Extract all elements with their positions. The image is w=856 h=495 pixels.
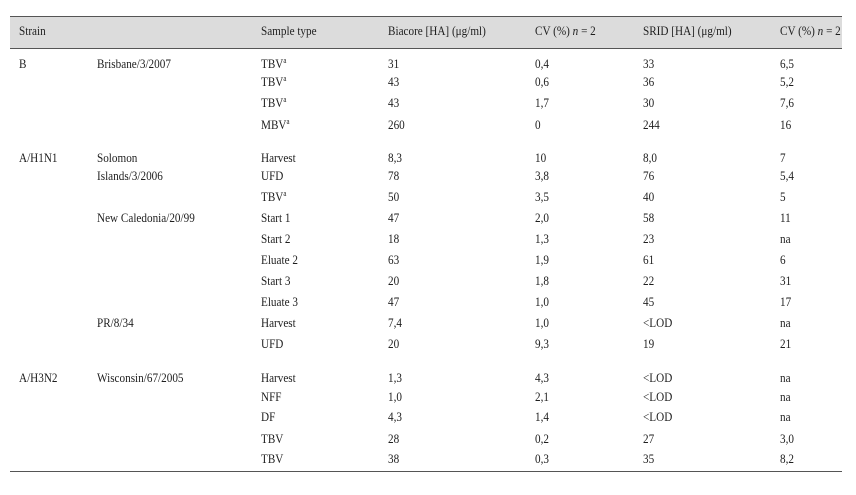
cell-sample-type-text: DF bbox=[261, 409, 276, 424]
cell-srid bbox=[643, 431, 654, 447]
cell-cv-srid-text: 5,4 bbox=[780, 168, 794, 183]
cell-sample-type bbox=[261, 336, 283, 352]
cell-strain-name bbox=[97, 168, 163, 184]
cell-cv-biacore bbox=[535, 252, 549, 268]
footnote-marker: a bbox=[286, 117, 290, 126]
cell-sample-type-text: Harvest bbox=[261, 150, 296, 165]
cell-biacore bbox=[388, 409, 402, 425]
cell-sample-type-text: Start 1 bbox=[261, 210, 291, 225]
cell-sample-type bbox=[261, 168, 283, 184]
cell-sample-type bbox=[261, 389, 282, 405]
cell-cv-biacore bbox=[535, 117, 541, 133]
cell-cv-biacore-text: 1,9 bbox=[535, 252, 549, 267]
cell-srid-text: 244 bbox=[643, 117, 660, 132]
cell-cv-srid-text: na bbox=[780, 409, 791, 424]
cell-cv-srid bbox=[780, 56, 794, 72]
header-cv-srid-n: n bbox=[817, 23, 824, 38]
cell-srid bbox=[643, 336, 654, 352]
cell-strain-text: A/H3N2 bbox=[19, 370, 58, 385]
cell-biacore bbox=[388, 370, 402, 386]
cell-sample-type bbox=[261, 431, 283, 447]
cell-srid bbox=[643, 210, 654, 226]
header-srid: SRID [HA] (μg/ml) bbox=[643, 23, 732, 38]
cell-srid bbox=[643, 273, 654, 289]
cell-cv-biacore-text: 1,4 bbox=[535, 409, 549, 424]
cell-strain-name-text: Solomon bbox=[97, 150, 138, 165]
cell-biacore bbox=[388, 252, 399, 268]
cell-biacore bbox=[388, 56, 399, 72]
cell-srid-text: <LOD bbox=[643, 409, 673, 424]
cell-biacore bbox=[388, 74, 399, 90]
cell-srid bbox=[643, 252, 654, 268]
cell-srid-text: 19 bbox=[643, 336, 655, 351]
cell-cv-biacore-text: 2,1 bbox=[535, 389, 549, 404]
cell-cv-srid bbox=[780, 74, 794, 90]
cell-cv-srid bbox=[780, 389, 791, 405]
cell-cv-srid-text: 16 bbox=[780, 117, 792, 132]
cell-cv-biacore bbox=[535, 210, 549, 226]
cell-sample-type bbox=[261, 294, 298, 310]
cell-cv-biacore bbox=[535, 74, 549, 90]
cell-srid bbox=[643, 56, 654, 72]
cell-srid-text: 35 bbox=[643, 451, 655, 466]
header-cv-biacore-label: CV (%) bbox=[535, 23, 573, 38]
cell-sample-type bbox=[261, 210, 291, 226]
footnote-marker: a bbox=[283, 74, 287, 83]
cell-cv-biacore-text: 0,4 bbox=[535, 56, 549, 71]
cell-cv-srid bbox=[780, 273, 791, 289]
cell-srid bbox=[643, 294, 654, 310]
cell-cv-srid-text: 7 bbox=[780, 150, 786, 165]
cell-cv-srid bbox=[780, 451, 794, 467]
cell-cv-srid-text: na bbox=[780, 231, 791, 246]
cell-srid-text: 23 bbox=[643, 231, 655, 246]
cell-srid bbox=[643, 231, 654, 247]
cell-strain-name bbox=[97, 56, 171, 72]
cell-biacore bbox=[388, 294, 399, 310]
cell-srid-text: 36 bbox=[643, 74, 655, 89]
cell-strain-name-text: Brisbane/3/2007 bbox=[97, 56, 171, 71]
cell-strain-name bbox=[97, 210, 195, 226]
cell-sample-type bbox=[261, 150, 296, 166]
cell-sample-type bbox=[261, 451, 283, 467]
cell-cv-biacore-text: 1,0 bbox=[535, 294, 549, 309]
cell-cv-srid bbox=[780, 336, 791, 352]
cell-srid bbox=[643, 370, 672, 386]
cell-cv-biacore-text: 0,2 bbox=[535, 431, 549, 446]
cell-cv-srid bbox=[780, 210, 791, 226]
cell-biacore bbox=[388, 95, 399, 111]
cell-srid-text: <LOD bbox=[643, 370, 673, 385]
cell-cv-srid bbox=[780, 315, 791, 331]
cell-sample-type-text: UFD bbox=[261, 336, 284, 351]
table-bottom-rule bbox=[10, 471, 842, 472]
cell-biacore bbox=[388, 231, 399, 247]
cell-sample-type bbox=[261, 74, 286, 90]
cell-sample-type-text: TBV bbox=[261, 95, 284, 110]
cell-cv-srid bbox=[780, 409, 791, 425]
cell-cv-biacore bbox=[535, 231, 549, 247]
cell-sample-type bbox=[261, 252, 298, 268]
cell-biacore-text: 1,0 bbox=[388, 389, 402, 404]
cell-cv-srid-text: 6 bbox=[780, 252, 786, 267]
cell-srid bbox=[643, 168, 654, 184]
footnote-marker: a bbox=[283, 189, 287, 198]
cell-cv-biacore-text: 1,3 bbox=[535, 231, 549, 246]
cell-sample-type-text: Start 2 bbox=[261, 231, 291, 246]
header-cv-biacore-n: n bbox=[572, 23, 579, 38]
cell-srid bbox=[643, 315, 672, 331]
cell-cv-biacore-text: 0,3 bbox=[535, 451, 549, 466]
cell-cv-srid-text: 7,6 bbox=[780, 95, 794, 110]
cell-cv-biacore bbox=[535, 150, 546, 166]
cell-sample-type bbox=[261, 231, 291, 247]
cell-srid bbox=[643, 189, 654, 205]
cell-sample-type-text: Eluate 2 bbox=[261, 252, 298, 267]
cell-cv-biacore bbox=[535, 370, 549, 386]
cell-srid bbox=[643, 389, 672, 405]
cell-strain-name-text: Wisconsin/67/2005 bbox=[97, 370, 184, 385]
cell-biacore-text: 31 bbox=[388, 56, 400, 71]
cell-cv-srid-text: 11 bbox=[780, 210, 791, 225]
cell-srid-text: 61 bbox=[643, 252, 655, 267]
cell-srid bbox=[643, 150, 657, 166]
cell-cv-srid bbox=[780, 252, 786, 268]
cell-cv-biacore bbox=[535, 189, 549, 205]
cell-srid-text: 76 bbox=[643, 168, 655, 183]
cell-cv-srid-text: 5 bbox=[780, 189, 786, 204]
cell-cv-biacore-text: 2,0 bbox=[535, 210, 549, 225]
cell-biacore bbox=[388, 210, 399, 226]
cell-cv-srid bbox=[780, 189, 786, 205]
header-cv-srid-label: CV (%) bbox=[780, 23, 818, 38]
cell-cv-srid bbox=[780, 95, 794, 111]
cell-cv-srid bbox=[780, 294, 791, 310]
header-sample-type: Sample type bbox=[261, 23, 317, 38]
header-cv-srid bbox=[780, 23, 841, 39]
cell-srid-text: 33 bbox=[643, 56, 655, 71]
cell-cv-srid bbox=[780, 150, 786, 166]
cell-biacore bbox=[388, 117, 405, 133]
cell-sample-type-text: Start 3 bbox=[261, 273, 291, 288]
cell-strain-name bbox=[97, 150, 137, 166]
cell-sample-type-text: TBV bbox=[261, 189, 284, 204]
cell-cv-biacore-text: 3,5 bbox=[535, 189, 549, 204]
cell-srid-text: 40 bbox=[643, 189, 655, 204]
cell-srid bbox=[643, 451, 654, 467]
cell-biacore-text: 8,3 bbox=[388, 150, 402, 165]
cell-srid-text: 45 bbox=[643, 294, 655, 309]
cell-srid-text: <LOD bbox=[643, 389, 673, 404]
cell-biacore-text: 18 bbox=[388, 231, 400, 246]
cell-srid-text: 58 bbox=[643, 210, 655, 225]
cell-cv-srid bbox=[780, 168, 794, 184]
cell-cv-srid bbox=[780, 117, 791, 133]
cell-biacore-text: 78 bbox=[388, 168, 400, 183]
cell-strain bbox=[19, 370, 58, 386]
cell-cv-biacore-text: 1,8 bbox=[535, 273, 549, 288]
cell-cv-biacore bbox=[535, 294, 549, 310]
cell-strain-text: A/H1N1 bbox=[19, 150, 58, 165]
cell-strain-name bbox=[97, 370, 184, 386]
cell-cv-srid-text: na bbox=[780, 370, 791, 385]
cell-sample-type bbox=[261, 189, 286, 205]
cell-biacore bbox=[388, 315, 402, 331]
cell-cv-biacore bbox=[535, 451, 549, 467]
cell-strain bbox=[19, 56, 26, 72]
cell-cv-biacore bbox=[535, 168, 549, 184]
cell-biacore-text: 20 bbox=[388, 273, 400, 288]
cell-sample-type-text: NFF bbox=[261, 389, 282, 404]
cell-cv-srid-text: 6,5 bbox=[780, 56, 794, 71]
cell-biacore-text: 28 bbox=[388, 431, 400, 446]
cell-sample-type bbox=[261, 315, 296, 331]
cell-srid bbox=[643, 95, 654, 111]
cell-cv-biacore-text: 0,6 bbox=[535, 74, 549, 89]
cell-srid-text: <LOD bbox=[643, 315, 673, 330]
cell-srid-text: 30 bbox=[643, 95, 655, 110]
cell-cv-biacore-text: 3,8 bbox=[535, 168, 549, 183]
cell-srid-text: 8,0 bbox=[643, 150, 657, 165]
cell-sample-type-text: TBV bbox=[261, 56, 284, 71]
cell-sample-type bbox=[261, 95, 286, 111]
cell-biacore-text: 260 bbox=[388, 117, 405, 132]
cell-cv-biacore-text: 9,3 bbox=[535, 336, 549, 351]
cell-strain-text: B bbox=[19, 56, 27, 71]
cell-biacore bbox=[388, 189, 399, 205]
cell-biacore-text: 1,3 bbox=[388, 370, 402, 385]
cell-cv-srid-text: 21 bbox=[780, 336, 792, 351]
header-biacore: Biacore [HA] (μg/ml) bbox=[388, 23, 486, 38]
cell-cv-biacore-text: 1,0 bbox=[535, 315, 549, 330]
cell-biacore-text: 38 bbox=[388, 451, 400, 466]
cell-sample-type bbox=[261, 273, 291, 289]
cell-strain-name-text: PR/8/34 bbox=[97, 315, 134, 330]
cell-biacore bbox=[388, 451, 399, 467]
cell-cv-srid-text: 3,0 bbox=[780, 431, 794, 446]
cell-sample-type bbox=[261, 117, 290, 133]
header-cv-biacore-eq: = 2 bbox=[578, 23, 596, 38]
cell-sample-type-text: MBV bbox=[261, 117, 287, 132]
cell-sample-type-text: Harvest bbox=[261, 370, 296, 385]
cell-cv-biacore-text: 1,7 bbox=[535, 95, 549, 110]
cell-cv-srid-text: 8,2 bbox=[780, 451, 794, 466]
cell-biacore-text: 7,4 bbox=[388, 315, 402, 330]
cell-biacore bbox=[388, 336, 399, 352]
cell-cv-srid-text: na bbox=[780, 315, 791, 330]
cell-cv-srid-text: 5,2 bbox=[780, 74, 794, 89]
cell-srid-text: 27 bbox=[643, 431, 655, 446]
cell-srid bbox=[643, 409, 672, 425]
cell-biacore-text: 63 bbox=[388, 252, 400, 267]
cell-biacore-text: 47 bbox=[388, 210, 400, 225]
cell-sample-type bbox=[261, 56, 286, 72]
cell-cv-srid bbox=[780, 370, 791, 386]
cell-cv-biacore bbox=[535, 431, 549, 447]
footnote-marker: a bbox=[283, 56, 287, 65]
cell-biacore-text: 20 bbox=[388, 336, 400, 351]
cell-biacore bbox=[388, 168, 399, 184]
cell-sample-type-text: TBV bbox=[261, 451, 284, 466]
cell-sample-type-text: TBV bbox=[261, 74, 284, 89]
cell-strain-name bbox=[97, 315, 134, 331]
cell-cv-srid-text: 31 bbox=[780, 273, 792, 288]
cell-biacore-text: 43 bbox=[388, 95, 400, 110]
cell-cv-biacore-text: 10 bbox=[535, 150, 547, 165]
footnote-marker: a bbox=[283, 95, 287, 104]
cell-cv-srid-text: 17 bbox=[780, 294, 792, 309]
cell-srid bbox=[643, 117, 660, 133]
cell-cv-srid bbox=[780, 231, 791, 247]
cell-cv-srid bbox=[780, 431, 794, 447]
cell-cv-biacore bbox=[535, 409, 549, 425]
cell-cv-biacore bbox=[535, 389, 549, 405]
cell-sample-type-text: Harvest bbox=[261, 315, 296, 330]
cell-sample-type-text: Eluate 3 bbox=[261, 294, 298, 309]
cell-biacore-text: 47 bbox=[388, 294, 400, 309]
cell-sample-type bbox=[261, 409, 275, 425]
cell-biacore-text: 43 bbox=[388, 74, 400, 89]
cell-strain bbox=[19, 150, 58, 166]
cell-biacore-text: 4,3 bbox=[388, 409, 402, 424]
cell-cv-biacore bbox=[535, 56, 549, 72]
cell-srid bbox=[643, 74, 654, 90]
cell-strain-name-text: New Caledonia/20/99 bbox=[97, 210, 195, 225]
cell-cv-biacore bbox=[535, 95, 549, 111]
cell-biacore-text: 50 bbox=[388, 189, 400, 204]
cell-srid-text: 22 bbox=[643, 273, 655, 288]
cell-sample-type-text: TBV bbox=[261, 431, 284, 446]
cell-sample-type-text: UFD bbox=[261, 168, 284, 183]
cell-cv-biacore bbox=[535, 273, 549, 289]
cell-strain-name-text: Islands/3/2006 bbox=[97, 168, 163, 183]
cell-sample-type bbox=[261, 370, 296, 386]
header-cv-srid-eq: = 2 bbox=[823, 23, 841, 38]
cell-biacore bbox=[388, 431, 399, 447]
header-cv-biacore bbox=[535, 23, 596, 39]
cell-biacore bbox=[388, 389, 402, 405]
cell-biacore bbox=[388, 273, 399, 289]
cell-cv-biacore bbox=[535, 336, 549, 352]
cell-cv-srid-text: na bbox=[780, 389, 791, 404]
cell-cv-biacore-text: 4,3 bbox=[535, 370, 549, 385]
cell-cv-biacore bbox=[535, 315, 549, 331]
cell-biacore bbox=[388, 150, 402, 166]
cell-cv-biacore-text: 0 bbox=[535, 117, 541, 132]
header-strain: Strain bbox=[19, 23, 46, 38]
